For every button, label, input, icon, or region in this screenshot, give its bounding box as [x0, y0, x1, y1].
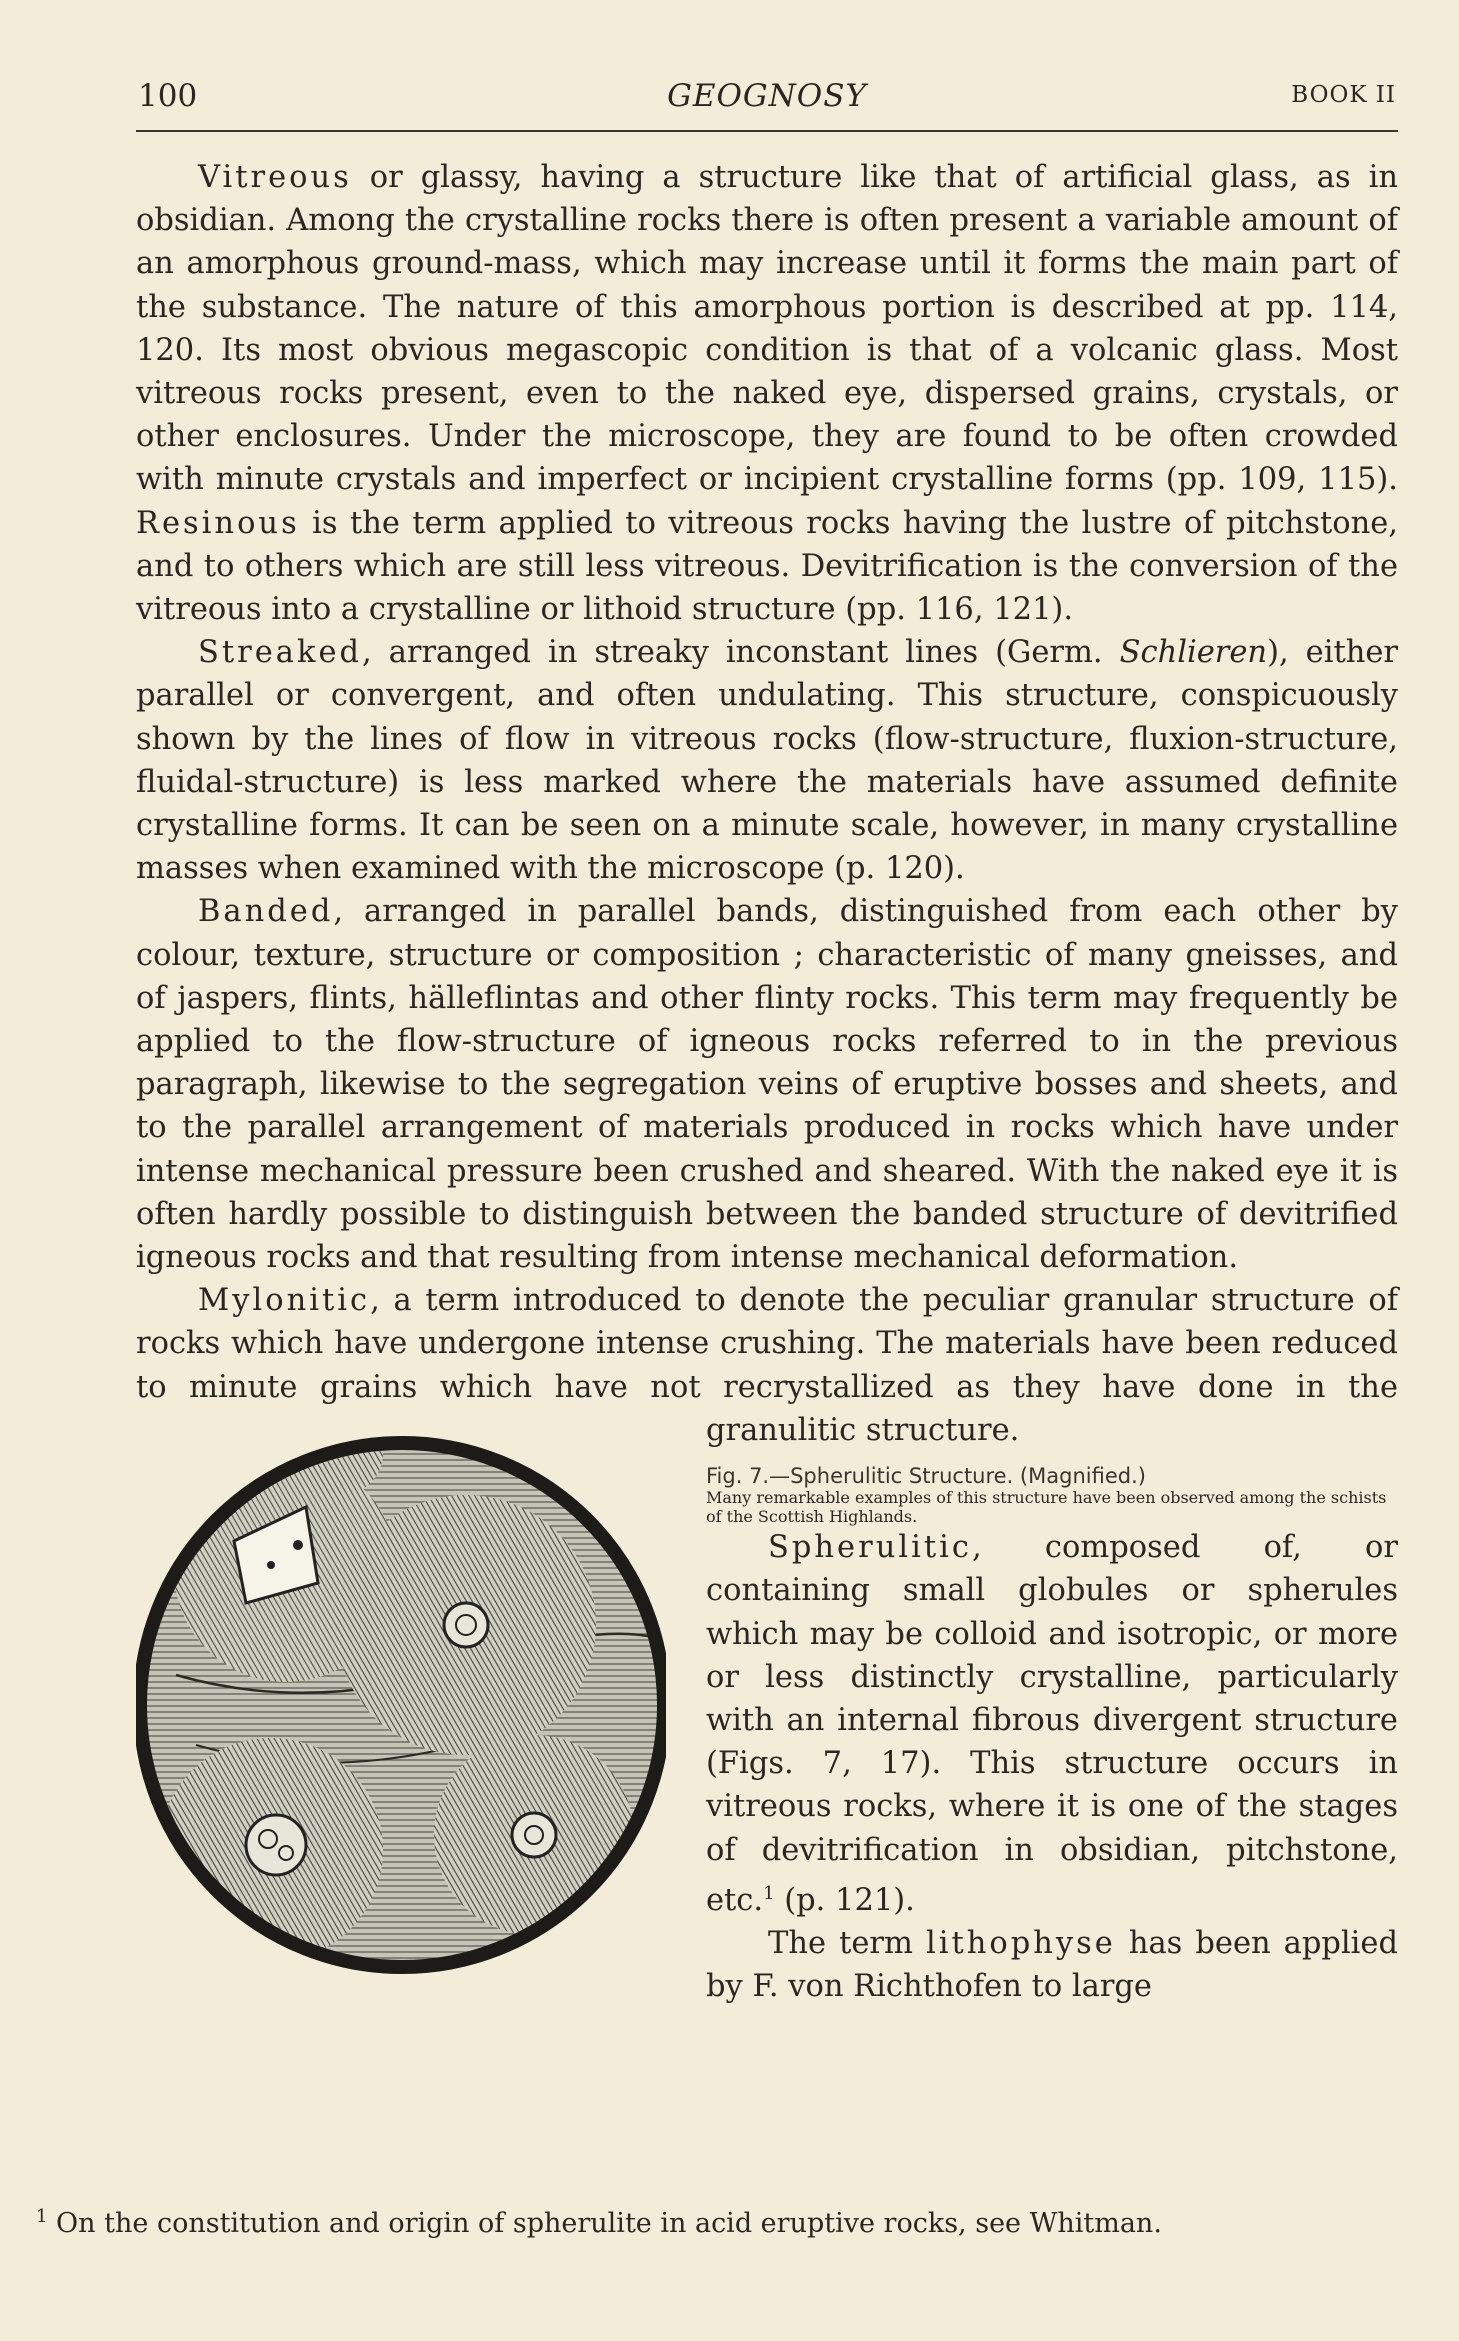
figure-caption: Fig. 7.—Spherulitic Structure. (Magnified.): [706, 1464, 1146, 1489]
term-vitreous: Vitreous: [198, 160, 352, 195]
term-lithophyse: lithophyse: [925, 1926, 1116, 1962]
footnote-ref: 1: [763, 1882, 775, 1904]
paragraph-text: is the term applied to vitreous rocks having the lustre of pitchstone, and to others which are still less vitreous. Devitrification is the conversion of the vitreous into a crystalline or lithoid structure (pp. 116, 121).: [136, 505, 1398, 628]
term-banded: Banded: [198, 894, 334, 930]
book-label: BOOK II: [1291, 82, 1396, 108]
spherulite-upper-right: [336, 1495, 596, 1755]
footnote-mark: 1: [36, 2206, 48, 2227]
paragraph-text: , arranged in streaky inconstant lines (Germ.: [362, 635, 1120, 671]
paragraph-text-tail: Many remarkable examples of this structure have been observed among the schists of the Scottish Highlands.: [706, 1488, 1387, 1527]
spherulite-lower-right: [434, 1735, 634, 1935]
page: [136, 70, 1399, 2005]
paragraph-text: has been applied by F. von Richthofen to large: [706, 1926, 1399, 2005]
footnote: [36, 2199, 1266, 2242]
term-schlieren: Schlieren: [1119, 635, 1268, 671]
paragraph-banded: [136, 890, 1398, 1279]
paragraph-text: , arranged in parallel bands, distinguished from each other by colour, texture, structure or composition ; characteristic of many gneisses, and of jaspers, flints, hälleflintas and other flinty rocks. This term may frequently be applied to the flow-structure of igneous rocks referred to in the previous paragraph, likewise to the segregation veins of eruptive bosses and sheets, and to the parallel arrangement of materials produced in rocks which have under intense mechanical pressure been crushed and sheared. With the naked eye it is often hardly possible to distinguish between the banded structure of devitrified igneous rocks and that resulting from intense mechanical deformation.: [136, 894, 1398, 1276]
paragraph-text: or glassy, having a structure like that of artificial glass, as in obsidian. Among the crystalline rocks there is often present a variable amount of an amorphous ground-mass, which may increase until it forms the main part of the substance. The nature of this amorphous portion is described at pp. 114, 120. Its most obvious megascopic condition is that of a volcanic glass. Most vitreous rocks present, even to the naked eye, dispersed grains, crystals, or other enclosures. Under the microscope, they are found to be often crowded with minute crystals and imperfect or incipient crystalline forms (pp. 109, 115).: [136, 160, 1398, 498]
term-spherulitic: Spherulitic: [768, 1530, 972, 1566]
paragraph-text: , composed of, or containing small globules or spherules which may be colloid and isotropic, or more or less distinctly crystalline, particularly with an internal fibrous divergent structure (Figs. 7, 17). This structure occurs in vitreous rocks, where it is one of the stages of devitrification in obsidian, pitchstone, etc.: [706, 1530, 1398, 1918]
paragraph-mylonitic: [136, 1279, 1398, 1452]
term-resinous: Resinous: [136, 505, 300, 541]
figure-7: [136, 1409, 680, 2046]
paragraph-text-head: , a term introduced to denote the peculiar granular structure of rocks which have undergone intense crushing. The materials have been reduced to minute grains which have not recrystallized as they have done in the granulitic structure.: [136, 1283, 1398, 1448]
paragraph-vitreous: [136, 156, 1398, 631]
paragraph-text: (p. 121).: [774, 1882, 915, 1918]
paragraph-text: The term: [768, 1926, 926, 1962]
text-body: [136, 156, 1398, 2046]
page-number: 100: [138, 78, 198, 114]
footnote-text: On the constitution and origin of spherulite in acid eruptive rocks, see Whitman.: [47, 2208, 1162, 2239]
paragraph-streaked: [136, 631, 1398, 890]
paragraph-text: ), either parallel or convergent, and often undulating. This structure, conspicuously shown by the lines of flow in vitreous rocks (flow-structure, fluxion-structure, fluidal-structure) is less marked where the materials have assumed definite crystalline forms. It can be seen on a minute scale, however, in many crystalline masses when examined with the microscope (p. 120).: [136, 635, 1398, 887]
term-streaked: Streaked: [198, 635, 363, 671]
running-header: [136, 70, 1398, 132]
running-title: GEOGNOSY: [667, 78, 867, 114]
term-mylonitic: Mylonitic: [198, 1283, 371, 1319]
spherulitic-structure-illustration: [136, 1415, 666, 1985]
